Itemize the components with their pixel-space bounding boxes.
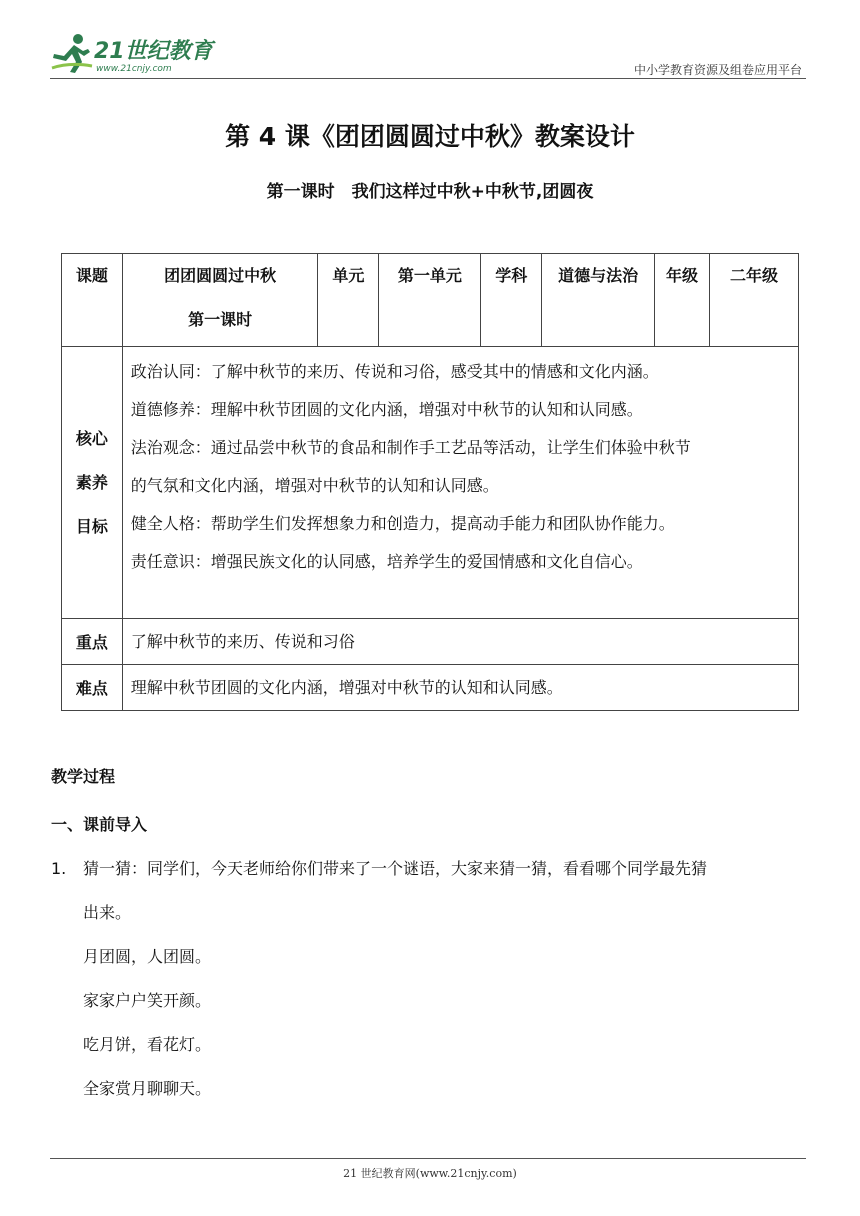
table-row xyxy=(62,254,799,347)
page-title: 第 4 课《团团圆圆过中秋》教案设计 xyxy=(225,122,635,151)
goal-line: 政治认同：了解中秋节的来历、传说和习俗，感受其中的情感和文化内涵。 xyxy=(130,362,659,381)
unit-label: 单元 xyxy=(318,254,379,347)
goals-label xyxy=(62,347,123,619)
grade-label: 年级 xyxy=(655,254,710,347)
site-logo[interactable] xyxy=(50,30,220,78)
riddle-line: 家家户户笑开颜。 xyxy=(83,991,212,1010)
logo-url: www.21cnjy.com xyxy=(96,64,172,74)
subject-label: 学科 xyxy=(481,254,542,347)
goal-line: 道德修养：理解中秋节团圆的文化内涵，增强对中秋节的认知和认同感。 xyxy=(130,400,643,419)
section-heading: 一、课前导入 xyxy=(51,815,148,834)
footer-divider xyxy=(50,1158,806,1159)
key-point-value: 了解中秋节的来历、传说和习俗 xyxy=(122,619,798,665)
goals-label-line: 目标 xyxy=(75,516,108,536)
runner-icon xyxy=(50,32,94,74)
difficulty-value: 理解中秋节团圆的文化内涵，增强对中秋节的认知和认同感。 xyxy=(122,665,798,711)
topic-label: 课题 xyxy=(62,254,123,347)
logo-text: 21世纪教育 xyxy=(94,39,213,64)
goal-line: 健全人格：帮助学生们发挥想象力和创造力，提高动手能力和团队协作能力。 xyxy=(130,514,675,533)
topic-value-line2: 第一课时 xyxy=(188,310,253,329)
goal-line: 法治观念：通过品尝中秋节的食品和制作手工艺品等活动，让学生们体验中秋节 xyxy=(130,438,691,457)
goal-line: 责任意识：增强民族文化的认同感，培养学生的爱国情感和文化自信心。 xyxy=(130,552,643,571)
riddle-line: 月团圆，人团圆。 xyxy=(83,947,212,966)
page-header xyxy=(50,30,806,80)
table-row xyxy=(62,347,799,619)
process-heading: 教学过程 xyxy=(51,767,116,786)
topic-value-line1: 团团圆圆过中秋 xyxy=(164,266,277,285)
grade-value: 二年级 xyxy=(710,254,799,347)
footer-text[interactable]: 21 世纪教育网(www.21cnjy.com) xyxy=(343,1167,517,1180)
goals-label-line: 核心 xyxy=(75,428,108,448)
goals-content xyxy=(122,347,798,619)
table-row xyxy=(62,619,799,665)
riddle-line: 吃月饼，看花灯。 xyxy=(83,1035,212,1054)
unit-value: 第一单元 xyxy=(379,254,481,347)
goals-label-line: 素养 xyxy=(75,472,108,492)
lesson-info-table xyxy=(61,253,799,711)
list-item xyxy=(51,847,811,1111)
list-number: 1. xyxy=(51,859,67,878)
topic-value xyxy=(122,254,318,347)
difficulty-label: 难点 xyxy=(62,665,123,711)
table-row xyxy=(62,665,799,711)
subject-value: 道德与法治 xyxy=(542,254,655,347)
goal-line: 的气氛和文化内涵，增强对中秋节的认知和认同感。 xyxy=(130,476,499,495)
page-subtitle: 第一课时 我们这样过中秋+中秋节,团圆夜 xyxy=(266,182,594,202)
key-point-label: 重点 xyxy=(62,619,123,665)
item-line: 猜一猜：同学们，今天老师给你们带来了一个谜语，大家来猜一猜，看看哪个同学最先猜 xyxy=(83,859,708,878)
header-divider xyxy=(50,78,806,79)
riddle-line: 全家赏月聊聊天。 xyxy=(83,1079,212,1098)
platform-name: 中小学教育资源及组卷应用平台 xyxy=(633,63,802,77)
item-line: 出来。 xyxy=(83,903,132,922)
